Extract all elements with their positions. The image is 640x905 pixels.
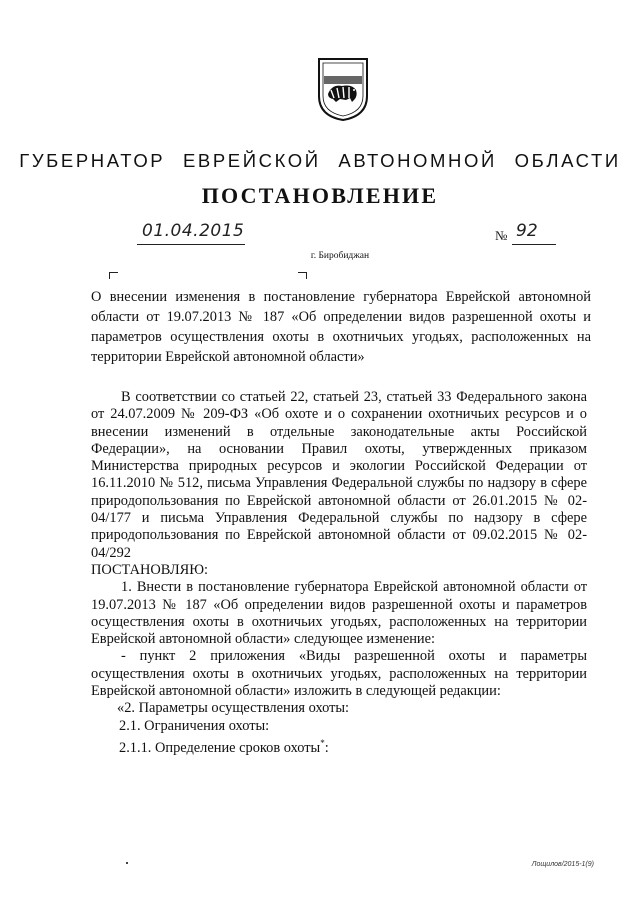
title-bracket-left	[109, 272, 118, 279]
quoted-line-1: «2. Параметры осуществления охоты:	[117, 700, 350, 717]
quoted-line-2: 2.1. Ограничения охоты:	[119, 717, 270, 734]
number-sign: №	[495, 228, 508, 243]
document-number: 92	[516, 221, 538, 241]
quoted-line-3-colon: :	[324, 739, 329, 756]
scan-speck	[126, 862, 128, 864]
issuing-authority: ГУБЕРНАТОР ЕВРЕЙСКОЙ АВТОНОМНОЙ ОБЛАСТИ	[19, 150, 621, 171]
document-type-title: ПОСТАНОВЛЕНИЕ	[201, 183, 439, 208]
footer-file-code: Лощилов/2015-1(9)	[531, 861, 594, 868]
document-body	[91, 389, 587, 757]
quoted-line-3-text: 2.1.1. Определение сроков охоты	[119, 739, 321, 756]
document-subject: О внесении изменения в постановление губернатора Еврейской автономной области от 19.07.2013 № 187 «Об определении видов разрешенной охоты и параметров осуществления охоты в охотничьих угодьях, расположенных на территории Еврейской автономной области»	[91, 289, 591, 365]
tiger-coat-of-arms-icon	[316, 56, 370, 122]
item-1-paragraph: 1. Внести в постановление губернатора Еврейской автономной области от 19.07.2013 № 187 «Об определении видов разрешенной охоты и параметров осуществления охоты в охотничьих угодьях, расположенных на территории Еврейской автономной области» следующее изменение:	[91, 579, 587, 648]
title-bracket-right	[298, 272, 307, 279]
preamble-paragraph: В соответствии со статьей 22, статьей 23, статьей 33 Федерального закона от 24.07.2009 № 209-ФЗ «Об охоте и о сохранении охотничьих ресурсов и о внесении изменений в отдельные законодательные акты Российской Федерации», на основании Правил охоты, утвержденных приказом Министерства природных ресурсов и экологии Российской Федерации от 16.11.2010 № 512, письма Управления Федеральной службы по надзору в сфере природопользования по Еврейской автономной области от 26.01.2015 № 02-04/177 и письма Управления Федеральной службы по надзору в сфере природопользования по Еврейской автономной области от 09.02.2015 № 02-04/292	[91, 389, 587, 561]
document-date: 01.04.2015	[142, 221, 245, 241]
quoted-line-3	[91, 735, 587, 757]
issue-city: г. Биробиджан	[310, 251, 370, 261]
footnote-marker: *	[320, 737, 325, 748]
item-1-subparagraph: - пункт 2 приложения «Виды разрешенной охоты и параметры осуществления охоты в охотничьих угодьях, расположенных на территории Еврейской автономной области» изложить в следующей редакции:	[91, 648, 587, 700]
decree-word: ПОСТАНОВЛЯЮ:	[91, 561, 209, 578]
